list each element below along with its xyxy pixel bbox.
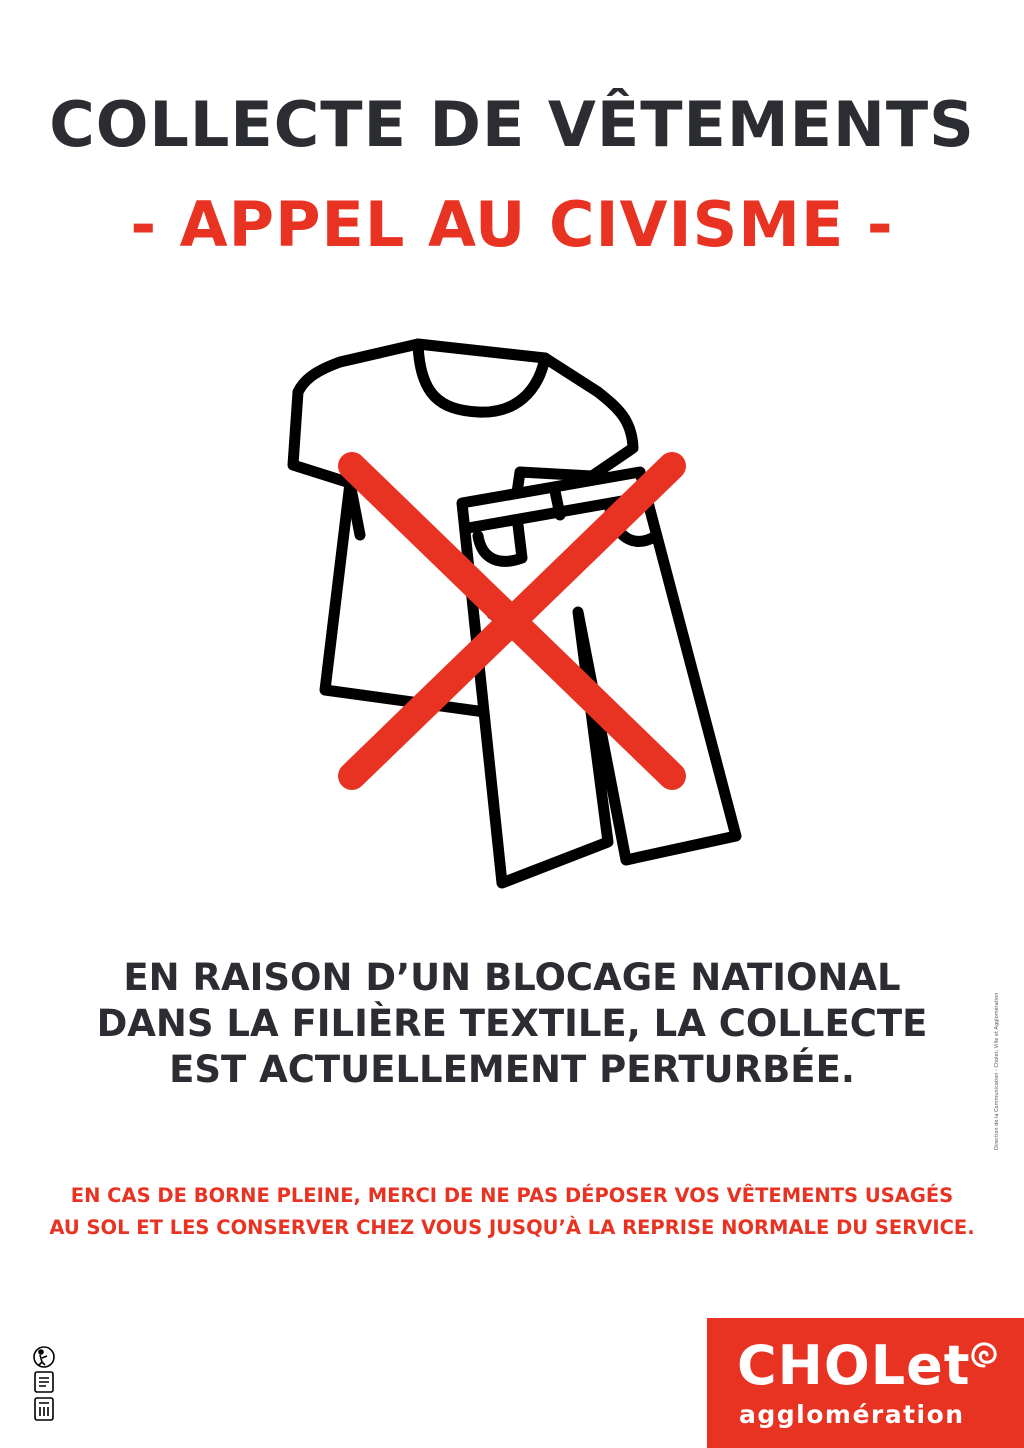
side-credit: Direction de la Communication - Cholet, Ville et Agglomération <box>994 992 1000 1150</box>
message-line: DANS LA FILIÈRE TEXTILE, LA COLLECTE <box>96 1002 928 1045</box>
note-line: AU SOL ET LES CONSERVER CHEZ VOUS JUSQU’À LA REPRISE NORMALE DU SERVICE. <box>49 1216 975 1239</box>
main-message <box>0 955 1024 1093</box>
poster-title: COLLECTE DE VÊTEMENTS <box>49 88 975 161</box>
bin-icon <box>35 1398 53 1420</box>
logo-swirl-icon <box>969 1340 999 1370</box>
message-line: EST ACTUELLEMENT PERTURBÉE. <box>169 1048 855 1091</box>
instruction-note <box>0 1180 1024 1244</box>
message-line: EN RAISON D’UN BLOCAGE NATIONAL <box>123 956 901 999</box>
note-line: EN CAS DE BORNE PLEINE, MERCI DE NE PAS DÉPOSER VOS VÊTEMENTS USAGÉS <box>70 1184 954 1207</box>
logo-wordmark: CHOLet <box>737 1334 971 1397</box>
recycle-person-icon <box>34 1347 54 1367</box>
cholet-logo <box>707 1318 1024 1448</box>
paper-icon <box>35 1372 53 1392</box>
footer-icons <box>30 1346 58 1422</box>
logo-subtitle: agglomération <box>739 1400 965 1429</box>
poster-subtitle: - APPEL AU CIVISME - <box>130 188 894 261</box>
